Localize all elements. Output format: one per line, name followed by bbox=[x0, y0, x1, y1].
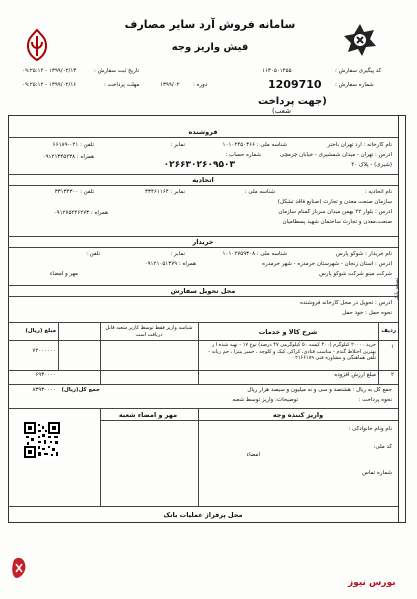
payment-purpose: (جهت پرداخت bbox=[258, 96, 327, 107]
seller-heading: فروشنده bbox=[188, 128, 218, 136]
seller-account-label: شماره حساب : bbox=[225, 152, 261, 158]
seller-national-id: شناسه ملی : ۱۰۱۰۲۴۵۰۳۶۶ bbox=[222, 142, 287, 148]
union-fax: نمابر : ۳۳۴۶۱۱۶۴ bbox=[145, 189, 185, 195]
depositor-heading: واریز کننده وجه bbox=[272, 411, 324, 419]
tracking-label: کد پیگیری سفارش : bbox=[335, 68, 382, 74]
union-name: نام اتحادیه : bbox=[364, 189, 392, 195]
delivery-heading: محل تحویل سفارش bbox=[170, 287, 236, 295]
buyer-fax-label: نمابر : bbox=[170, 251, 185, 257]
seller-mobile: همراه : ۰۹۱۲۱۳۴۵۲۳۸ bbox=[42, 154, 94, 160]
buyer-mobile: همراه : ۰۹۱۲۱۰۵۱۳۷۹ bbox=[144, 261, 196, 267]
vat-amount: ۶۹۳۰۰۰۰ bbox=[35, 372, 56, 378]
payment-method-label: نحوه پرداخت : bbox=[358, 397, 392, 403]
stamp-icon bbox=[10, 556, 30, 582]
order-label: شماره سفارش : bbox=[335, 82, 374, 88]
seller-phone: تلفن : ۰۲۱-۶۶۱۸۹ bbox=[52, 142, 94, 148]
union-address-line2: صنعت،معدن و تجارت ساختمان شهید پسطامیان bbox=[282, 219, 392, 225]
deadline-value: ۱۳۹۹/۰۲/۱۶ - ۰۹:۲۵:۱۲ bbox=[22, 82, 77, 88]
col-amount-header: مبلغ (ریال) bbox=[25, 328, 56, 334]
item-row-description: خرید ۲۰۰۰۰ کیلوگرم (۴۰۰ کیسه ۵۰ کیلوگرمی ۴۷ درصد) نوع ۱۷ - تهیه شده ا ز بهترین احتلاط گندم - مناسب قنادی، کراکر، کیک و کلوچه ، خمیر پیتزا ، خم ریانه - تلفن هماهنگی و مشاوره فنی ۰۲۱۶۶۱۸۹ bbox=[208, 342, 376, 361]
buyer-phone-label: تلفن : bbox=[86, 251, 100, 257]
union-phone: تلفن : ۳۳۱۳۴۳۰۰ bbox=[54, 189, 94, 195]
item-row-number: ۱ bbox=[391, 344, 394, 350]
total-amount: ۸۳۹۳۰۰۰۰ bbox=[32, 387, 56, 393]
period-label: دوره : bbox=[193, 82, 208, 88]
bank-logo-icon bbox=[22, 28, 52, 62]
period-value: ۱۳۹۹/۰۲ bbox=[160, 82, 180, 88]
total-in-words: جمع کل به ریال : هشتصد و سی و نه میلیون و سیصد هزار ریال bbox=[247, 387, 392, 393]
seller-address: آدرس : تهران - میدان شمشیری - خیابان چرمچی bbox=[279, 152, 392, 158]
buyer-national-id: شناسه ملی : ۱۰۱۰۲۷۵۹۳۰۸ bbox=[222, 251, 287, 257]
seller-account-value: ۰۲۶۶۳۰۲۶۰۹۵۰۳ bbox=[163, 160, 235, 170]
union-heading: اتحادیه bbox=[192, 176, 214, 184]
bank-operations-label: محل پرفراژ عملیات بانک bbox=[163, 511, 243, 519]
deadline-label: مهلت پرداخت : bbox=[104, 82, 140, 88]
order-value: 1209710 bbox=[268, 78, 322, 91]
depositor-national-id: کد ملی: bbox=[373, 444, 392, 450]
document-title: سامانه فروش آرد سایر مصارف bbox=[124, 18, 296, 31]
branch-sign-heading: مهر و امضاء شعبه bbox=[118, 411, 178, 419]
buyer-heading: خریدار bbox=[192, 238, 214, 246]
delivery-address: آدرس : تحویل در محل کارخانه فروشنده bbox=[300, 300, 392, 306]
payment-purpose-sub: شعب) bbox=[272, 107, 291, 115]
total-label: جمع کل(ریال) bbox=[61, 387, 100, 393]
depositor-signature: امضاء bbox=[246, 452, 260, 458]
col-row-header: ردیف bbox=[381, 328, 396, 334]
union-mobile: همراه : ۰۹۱۲۷۵۲۴۶۲۷۳ bbox=[53, 210, 108, 216]
vat-label: مبلغ ارزش افزوده bbox=[334, 372, 376, 378]
seller-name: نام کارخانه : آرد تهران باختر bbox=[327, 142, 392, 148]
item-row-amount: ۷۲۰۰۰۰۰۰ bbox=[32, 348, 56, 354]
buyer-name: نام خریدار : شوکو پارس bbox=[336, 251, 392, 257]
payment-method-value: توضیحات: واریز توسط شعبه bbox=[232, 397, 298, 403]
bank-copy-strip bbox=[398, 115, 406, 523]
emblem-icon bbox=[342, 22, 378, 58]
vat-row-number: ۲ bbox=[391, 372, 394, 378]
union-address: آدرس : بلوار ۲۲ بهمن میدان سرباز گمنام سازمان bbox=[278, 209, 392, 215]
depositor-phone: شماره تماس bbox=[362, 470, 392, 476]
buyer-sign: مهر و امضاء bbox=[49, 271, 78, 277]
buyer-address: آدرس : استان زنجان - شهرستان خرمدره - شهر خرمدره bbox=[262, 261, 392, 267]
col-desc-header: شرح کالا و خدمات bbox=[258, 328, 318, 336]
seller-fax-label: نمابر : bbox=[170, 142, 185, 148]
reg-date-label: تاریخ ثبت سفارش : bbox=[94, 68, 140, 74]
buyer-store: شرکت مینو شرکت شوکو پارس bbox=[319, 271, 392, 277]
reg-date-value: ۱۳۹۹/۰۲/۱۳ - ۰۹:۲۵:۱۲ bbox=[22, 68, 77, 74]
union-national-id: شناسه ملی : bbox=[244, 189, 275, 195]
union-org: سازمان صنعت معدن و تجارت (صنایع فاقد تشکل) bbox=[277, 199, 392, 205]
document-subtitle: فیش واریز وجه bbox=[171, 42, 249, 53]
bank-copy-label: نسخه بانک bbox=[394, 277, 400, 300]
qr-code-icon bbox=[24, 422, 60, 458]
news-brand-label: بورس نیوز bbox=[348, 578, 396, 588]
depositor-name: نام ونام خانوادگی : bbox=[348, 426, 392, 432]
tracking-value: ۱۱۳۰۵۰۱۴۵۵ bbox=[262, 68, 292, 74]
delivery-method: نحوه حمل : خود حمل bbox=[342, 310, 392, 316]
seller-address-line2: (شیری) - پلاک ۴۰ bbox=[351, 162, 392, 168]
col-note-header: شناسه واریز فقط توسط کاربر شعبه قابل دریافت است bbox=[105, 325, 193, 338]
